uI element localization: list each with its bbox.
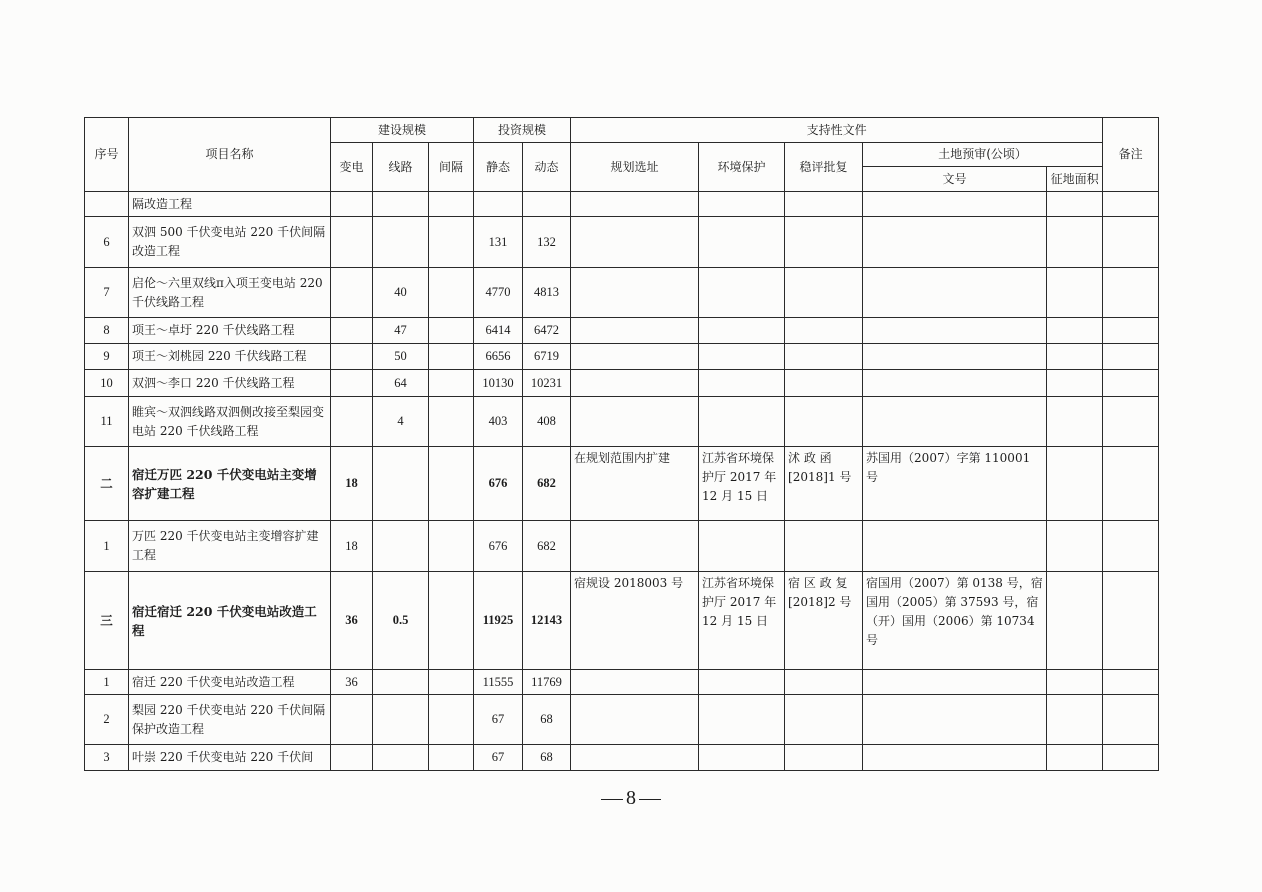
row-stability	[785, 370, 863, 397]
header-invest: 投资规模	[474, 118, 571, 143]
row-bay	[429, 397, 474, 447]
table-row	[85, 670, 1159, 695]
row-dynamic: 6472	[523, 318, 571, 344]
row-land-doc	[863, 670, 1047, 695]
table-row	[85, 370, 1159, 397]
header-remark: 备注	[1103, 118, 1159, 192]
row-dynamic: 6719	[523, 344, 571, 370]
row-stability	[785, 397, 863, 447]
row-substation: 18	[331, 521, 373, 572]
row-seq: 8	[85, 318, 129, 344]
row-environment	[699, 318, 785, 344]
row-bay	[429, 318, 474, 344]
row-substation: 36	[331, 670, 373, 695]
header-docs: 支持性文件	[571, 118, 1103, 143]
table-row	[85, 521, 1159, 572]
row-land-area	[1047, 370, 1103, 397]
row-line	[373, 670, 429, 695]
row-static	[474, 192, 523, 217]
row-line: 40	[373, 268, 429, 318]
row-static: 67	[474, 745, 523, 771]
row-dynamic: 12143	[523, 572, 571, 670]
row-bay	[429, 217, 474, 268]
row-bay	[429, 745, 474, 771]
row-dynamic: 11769	[523, 670, 571, 695]
row-planning	[571, 695, 699, 745]
row-dynamic: 68	[523, 745, 571, 771]
row-substation: 18	[331, 447, 373, 521]
header-land-doc: 文号	[863, 167, 1047, 192]
row-stability	[785, 268, 863, 318]
row-planning	[571, 670, 699, 695]
row-environment: 江苏省环境保护厅 2017 年 12 月 15 日	[699, 572, 785, 670]
row-dynamic: 10231	[523, 370, 571, 397]
row-static: 676	[474, 521, 523, 572]
table-row	[85, 572, 1159, 670]
row-land-area	[1047, 745, 1103, 771]
row-environment	[699, 521, 785, 572]
row-line: 64	[373, 370, 429, 397]
row-land-doc	[863, 318, 1047, 344]
row-seq: 7	[85, 268, 129, 318]
row-dynamic	[523, 192, 571, 217]
row-static: 11925	[474, 572, 523, 670]
row-seq: 9	[85, 344, 129, 370]
row-land-doc	[863, 745, 1047, 771]
row-bay	[429, 447, 474, 521]
row-line: 50	[373, 344, 429, 370]
row-seq: 1	[85, 521, 129, 572]
row-remark	[1103, 745, 1159, 771]
row-name: 项王～卓圩 220 千伏线路工程	[129, 318, 331, 344]
table-row	[85, 217, 1159, 268]
header-stability: 稳评批复	[785, 143, 863, 192]
table-row	[85, 397, 1159, 447]
row-static: 6414	[474, 318, 523, 344]
row-line: 47	[373, 318, 429, 344]
row-name: 梨园 220 千伏变电站 220 千伏间隔保护改造工程	[129, 695, 331, 745]
row-line: 4	[373, 397, 429, 447]
row-land-area	[1047, 447, 1103, 521]
header-substation: 变电	[331, 143, 373, 192]
row-environment	[699, 670, 785, 695]
table-row	[85, 447, 1159, 521]
row-planning: 宿规设 2018003 号	[571, 572, 699, 670]
row-name: 启伦～六里双线π入项王变电站 220 千伏线路工程	[129, 268, 331, 318]
row-land-doc	[863, 695, 1047, 745]
row-substation: 36	[331, 572, 373, 670]
row-land-area	[1047, 268, 1103, 318]
row-land-doc: 宿国用（2007）第 0138 号，宿国用（2005）第 37593 号，宿（开）国用（2006）第 10734 号	[863, 572, 1047, 670]
row-name: 宿迁宿迁 220 千伏变电站改造工程	[129, 572, 331, 670]
row-planning	[571, 397, 699, 447]
row-seq: 三	[85, 572, 129, 670]
row-stability	[785, 192, 863, 217]
row-remark	[1103, 521, 1159, 572]
row-environment: 江苏省环境保护厅 2017 年 12 月 15 日	[699, 447, 785, 521]
row-remark	[1103, 192, 1159, 217]
row-stability	[785, 344, 863, 370]
row-static: 4770	[474, 268, 523, 318]
project-table	[84, 117, 1159, 771]
row-land-doc	[863, 370, 1047, 397]
row-stability	[785, 745, 863, 771]
row-bay	[429, 192, 474, 217]
row-land-doc	[863, 397, 1047, 447]
row-seq: 10	[85, 370, 129, 397]
row-environment	[699, 695, 785, 745]
row-environment	[699, 344, 785, 370]
row-line	[373, 192, 429, 217]
row-bay	[429, 572, 474, 670]
row-substation	[331, 745, 373, 771]
row-bay	[429, 521, 474, 572]
row-stability	[785, 695, 863, 745]
row-dynamic: 68	[523, 695, 571, 745]
row-land-area	[1047, 192, 1103, 217]
row-dynamic: 682	[523, 521, 571, 572]
row-planning	[571, 344, 699, 370]
row-bay	[429, 670, 474, 695]
row-stability	[785, 217, 863, 268]
row-line	[373, 217, 429, 268]
row-static: 10130	[474, 370, 523, 397]
header-land: 土地预审(公顷）	[863, 143, 1103, 167]
row-land-doc	[863, 217, 1047, 268]
row-name: 双泗～李口 220 千伏线路工程	[129, 370, 331, 397]
table-row	[85, 268, 1159, 318]
table-row	[85, 318, 1159, 344]
header-name: 项目名称	[129, 118, 331, 192]
row-seq: 3	[85, 745, 129, 771]
row-land-area	[1047, 344, 1103, 370]
row-planning	[571, 370, 699, 397]
row-land-area	[1047, 572, 1103, 670]
table-row	[85, 344, 1159, 370]
row-static: 676	[474, 447, 523, 521]
row-remark	[1103, 268, 1159, 318]
row-remark	[1103, 318, 1159, 344]
row-planning	[571, 192, 699, 217]
header-bay: 间隔	[429, 143, 474, 192]
row-line	[373, 695, 429, 745]
row-bay	[429, 344, 474, 370]
row-stability: 沭 政 函[2018]1 号	[785, 447, 863, 521]
row-environment	[699, 217, 785, 268]
row-land-area	[1047, 318, 1103, 344]
table-row	[85, 745, 1159, 771]
row-name: 项王～刘桃园 220 千伏线路工程	[129, 344, 331, 370]
row-static: 11555	[474, 670, 523, 695]
row-substation	[331, 695, 373, 745]
header-dynamic: 动态	[523, 143, 571, 192]
row-name: 宿迁万匹 220 千伏变电站主变增容扩建工程	[129, 447, 331, 521]
row-line	[373, 745, 429, 771]
row-land-area	[1047, 695, 1103, 745]
row-dynamic: 408	[523, 397, 571, 447]
row-line	[373, 521, 429, 572]
row-land-doc: 苏国用（2007）字第 110001 号	[863, 447, 1047, 521]
row-remark	[1103, 447, 1159, 521]
page-number-value: 8	[626, 787, 636, 809]
row-environment	[699, 268, 785, 318]
header-land-area: 征地面积	[1047, 167, 1103, 192]
row-name: 万匹 220 千伏变电站主变增容扩建工程	[129, 521, 331, 572]
row-planning	[571, 521, 699, 572]
header-scale: 建设规模	[331, 118, 474, 143]
row-planning	[571, 268, 699, 318]
row-land-area	[1047, 217, 1103, 268]
row-substation	[331, 268, 373, 318]
page-number	[0, 787, 1262, 810]
row-remark	[1103, 695, 1159, 745]
row-land-area	[1047, 521, 1103, 572]
row-name: 宿迁 220 千伏变电站改造工程	[129, 670, 331, 695]
row-substation	[331, 192, 373, 217]
row-bay	[429, 695, 474, 745]
row-bay	[429, 370, 474, 397]
row-stability	[785, 318, 863, 344]
header-environment: 环境保护	[699, 143, 785, 192]
row-substation	[331, 344, 373, 370]
row-remark	[1103, 572, 1159, 670]
row-stability: 宿 区 政 复[2018]2 号	[785, 572, 863, 670]
row-planning	[571, 745, 699, 771]
row-static: 67	[474, 695, 523, 745]
header-line: 线路	[373, 143, 429, 192]
row-static: 131	[474, 217, 523, 268]
header-seq: 序号	[85, 118, 129, 192]
row-static: 403	[474, 397, 523, 447]
row-seq	[85, 192, 129, 217]
row-seq: 1	[85, 670, 129, 695]
table-row	[85, 192, 1159, 217]
row-land-area	[1047, 670, 1103, 695]
row-seq: 二	[85, 447, 129, 521]
row-bay	[429, 268, 474, 318]
row-land-doc	[863, 268, 1047, 318]
row-land-doc	[863, 344, 1047, 370]
page-number-dash-right	[639, 799, 661, 800]
row-dynamic: 4813	[523, 268, 571, 318]
row-dynamic: 132	[523, 217, 571, 268]
row-name: 叶崇 220 千伏变电站 220 千伏间	[129, 745, 331, 771]
row-land-doc	[863, 521, 1047, 572]
row-seq: 6	[85, 217, 129, 268]
row-environment	[699, 745, 785, 771]
header-planning: 规划选址	[571, 143, 699, 192]
page-number-dash-left	[601, 799, 623, 800]
row-remark	[1103, 670, 1159, 695]
row-seq: 2	[85, 695, 129, 745]
row-planning: 在规划范围内扩建	[571, 447, 699, 521]
row-land-area	[1047, 397, 1103, 447]
row-substation	[331, 217, 373, 268]
row-remark	[1103, 344, 1159, 370]
row-stability	[785, 521, 863, 572]
row-substation	[331, 370, 373, 397]
row-dynamic: 682	[523, 447, 571, 521]
row-planning	[571, 217, 699, 268]
row-name: 隔改造工程	[129, 192, 331, 217]
row-stability	[785, 670, 863, 695]
row-remark	[1103, 397, 1159, 447]
row-planning	[571, 318, 699, 344]
row-name: 睢宾～双泗线路双泗侧改接至梨园变电站 220 千伏线路工程	[129, 397, 331, 447]
row-environment	[699, 192, 785, 217]
row-line	[373, 447, 429, 521]
row-remark	[1103, 370, 1159, 397]
header-static: 静态	[474, 143, 523, 192]
row-environment	[699, 370, 785, 397]
row-name: 双泗 500 千伏变电站 220 千伏间隔改造工程	[129, 217, 331, 268]
row-substation	[331, 318, 373, 344]
row-substation	[331, 397, 373, 447]
row-seq: 11	[85, 397, 129, 447]
row-remark	[1103, 217, 1159, 268]
row-environment	[699, 397, 785, 447]
row-land-doc	[863, 192, 1047, 217]
row-static: 6656	[474, 344, 523, 370]
row-line: 0.5	[373, 572, 429, 670]
table-row	[85, 695, 1159, 745]
